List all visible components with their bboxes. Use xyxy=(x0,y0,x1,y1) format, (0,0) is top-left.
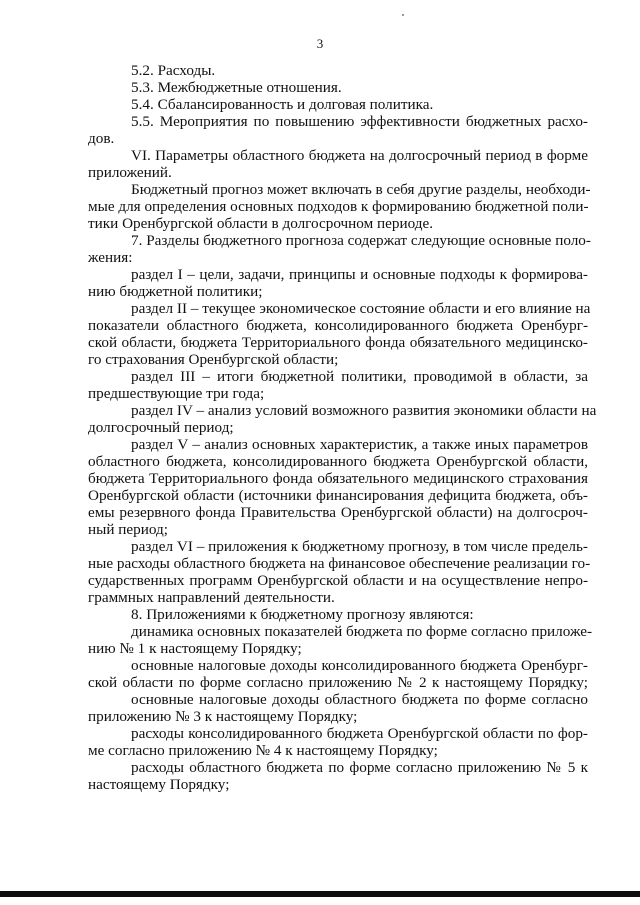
text-line: 8. Приложениями к бюджетному прогнозу являются: xyxy=(131,606,474,623)
text-line: настоящему Порядку; xyxy=(88,776,230,793)
page-number: 3 xyxy=(316,36,324,51)
text-line: нию № 1 к настоящему Порядку; xyxy=(88,640,302,657)
text-line: ные расходы областного бюджета на финансовое обеспечение реализации го- xyxy=(88,555,591,572)
text-line: областного бюджета, консолидированного бюджета Оренбургской области, xyxy=(88,453,588,470)
text-line: жения: xyxy=(88,249,133,266)
text-line: 5.3. Межбюджетные отношения. xyxy=(131,79,342,96)
text-line: раздел IV – анализ условий возможного развития экономики области на xyxy=(131,402,597,419)
text-line: приложению № 3 к настоящему Порядку; xyxy=(88,708,358,725)
text-line: 7. Разделы бюджетного прогноза содержат следующие основные поло- xyxy=(131,232,591,249)
text-line: 5.2. Расходы. xyxy=(131,62,216,79)
text-line: раздел III – итоги бюджетной политики, проводимой в области, за xyxy=(131,368,588,385)
text-line: раздел II – текущее экономическое состояние области и его влияние на xyxy=(131,300,591,317)
text-line: мые для определения основных подходов к формированию бюджетной поли- xyxy=(88,198,589,215)
text-line: емы резервного фонда Правительства Оренбургской области) на долгосроч- xyxy=(88,504,588,521)
text-line: раздел VI – приложения к бюджетному прогнозу, в том числе предель- xyxy=(131,538,588,555)
text-line: основные налоговые доходы консолидированного бюджета Оренбург- xyxy=(131,657,588,674)
text-line: ской области, бюджета Территориального фонда обязательного медицинско- xyxy=(88,334,588,351)
text-line: тики Оренбургской области в долгосрочном периоде. xyxy=(88,215,434,232)
text-line: основные налоговые доходы областного бюджета по форме согласно xyxy=(131,691,588,708)
text-line: дов. xyxy=(88,130,115,147)
body-text xyxy=(88,62,597,793)
text-line: долгосрочный период; xyxy=(88,419,234,436)
text-line: 5.5. Мероприятия по повышению эффективности бюджетных расхо- xyxy=(131,113,588,130)
text-line: сударственных программ Оренбургской области и на осуществление непро- xyxy=(88,572,588,589)
text-line: Оренбургской области (источники финансирования дефицита бюджета, объ- xyxy=(88,487,588,504)
text-line: ме согласно приложению № 4 к настоящему Порядку; xyxy=(88,742,438,759)
text-line: расходы областного бюджета по форме согласно приложению № 5 к xyxy=(131,759,588,776)
scan-edge-bar xyxy=(0,891,640,897)
scan-speck xyxy=(402,14,404,16)
text-line: расходы консолидированного бюджета Оренбургской области по фор- xyxy=(131,725,588,742)
text-line: динамика основных показателей бюджета по форме согласно приложе- xyxy=(131,623,593,640)
text-line: го страхования Оренбургской области; xyxy=(88,351,339,368)
text-line: граммных направлений деятельности. xyxy=(88,589,335,606)
text-line: ской области по форме согласно приложению № 2 к настоящему Порядку; xyxy=(88,674,588,691)
text-line: приложений. xyxy=(88,164,172,181)
text-line: раздел V – анализ основных характеристик, а также иных параметров xyxy=(131,436,588,453)
text-line: предшествующие три года; xyxy=(88,385,265,402)
text-line: раздел I – цели, задачи, принципы и основные подходы к формирова- xyxy=(131,266,588,283)
text-line: нию бюджетной политики; xyxy=(88,283,263,300)
text-line: 5.4. Сбалансированность и долговая политика. xyxy=(131,96,434,113)
text-line: показатели областного бюджета, консолидированного бюджета Оренбург- xyxy=(88,317,588,334)
text-line: VI. Параметры областного бюджета на долгосрочный период в форме xyxy=(131,147,588,164)
text-line: Бюджетный прогноз может включать в себя другие разделы, необходи- xyxy=(131,181,591,198)
text-line: ный период; xyxy=(88,521,168,538)
text-line: бюджета Территориального фонда обязательного медицинского страхования xyxy=(88,470,588,487)
